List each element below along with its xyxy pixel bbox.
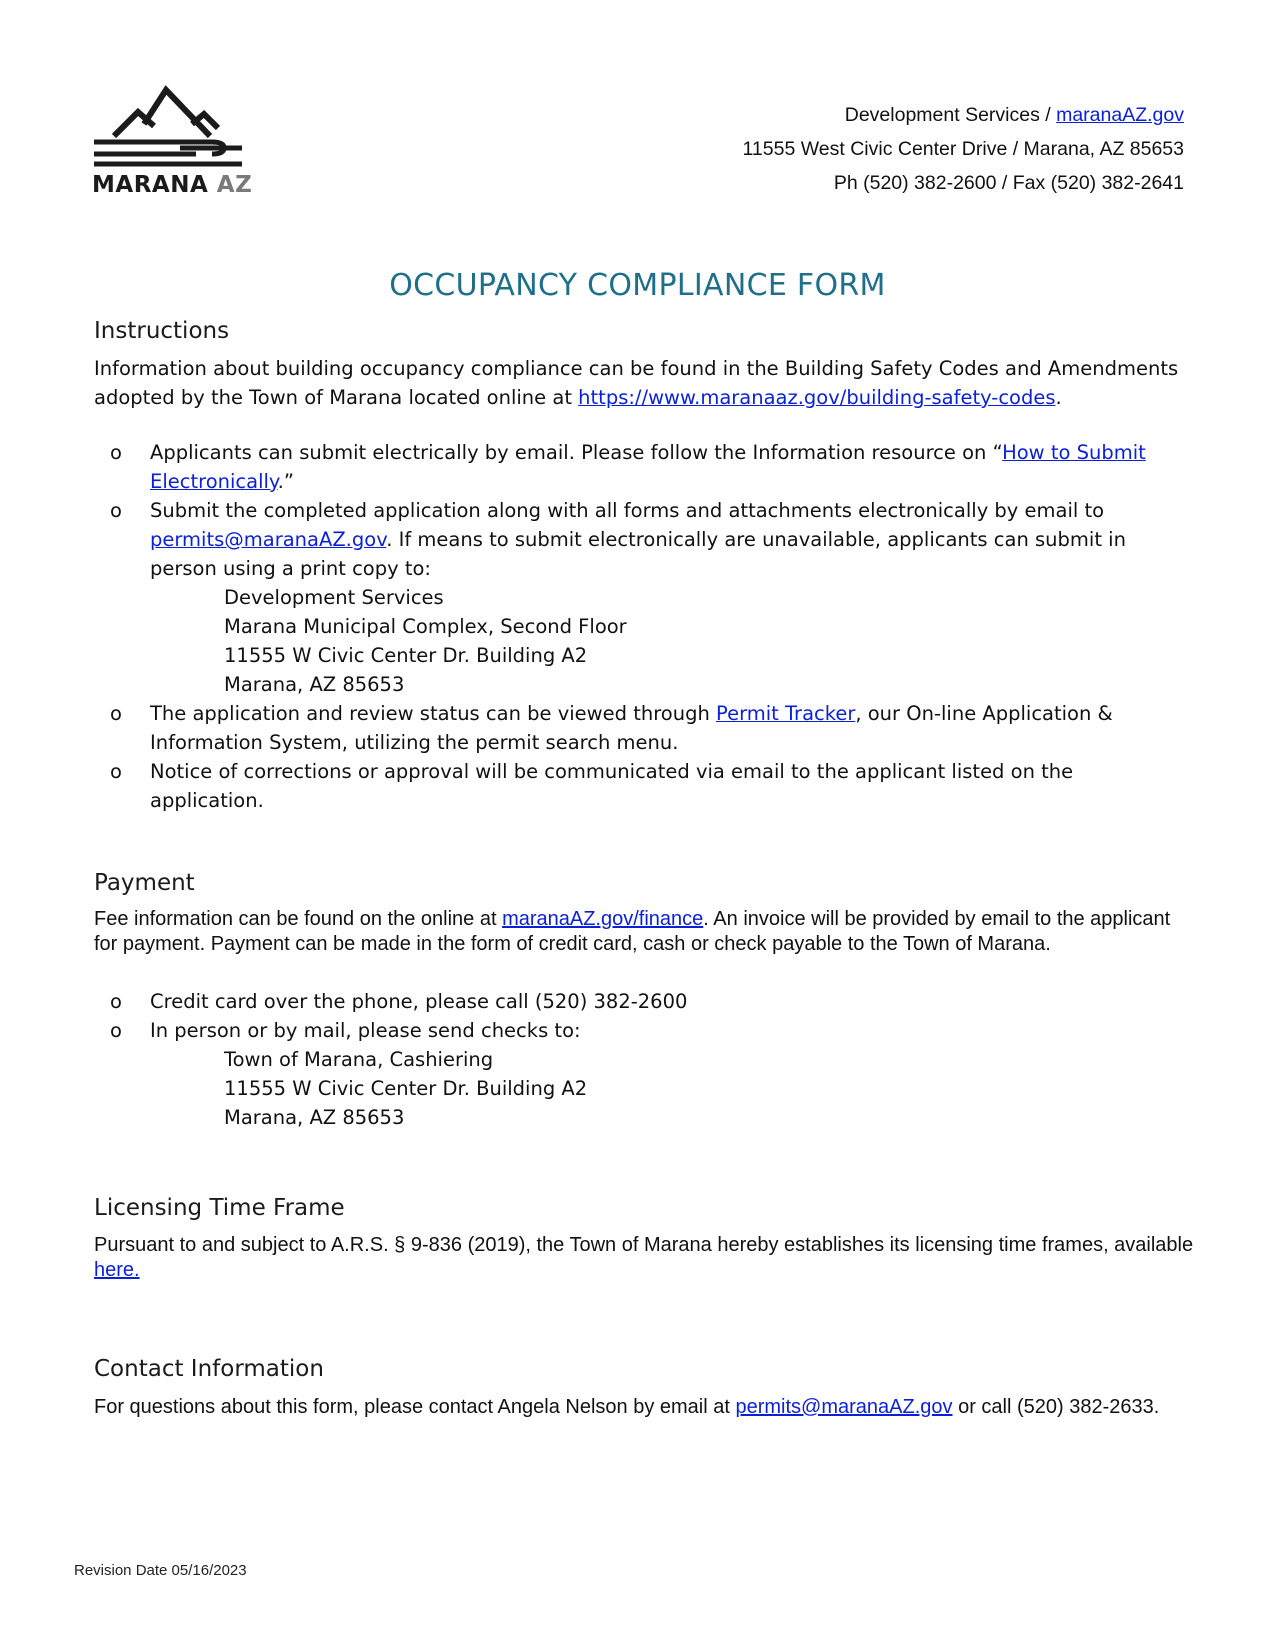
revision-date: Revision Date 05/16/2023 [74,1562,247,1579]
permit-tracker-link[interactable]: Permit Tracker [716,702,856,725]
licensing-text-start: Pursuant to and subject to A.R.S. § 9-836 (2019), the Town of Marana hereby establishes its licensing time frames, available [94,1234,1194,1256]
contact-text-start: For questions about this form, please contact Angela Nelson by email at [94,1396,736,1418]
licensing-heading: Licensing Time Frame [94,1195,345,1221]
logo-wordmark [92,172,252,198]
payment-b1: Credit card over the phone, please call (520) 382-2600 [150,990,688,1013]
logo-name: MARANA [92,172,209,198]
bullet-marker: o [110,760,122,783]
b3-end: , our On-line Application & Information System, utilizing the permit search menu. [150,702,1113,754]
bullet-marker: o [110,499,122,522]
building-safety-codes-link[interactable]: https://www.maranaaz.gov/building-safety-codes [578,386,1056,409]
address-line: Marana, AZ 85653 [224,1106,405,1129]
bullet-marker: o [110,441,122,464]
header-line-3: Ph (520) 382-2600 / Fax (520) 382-2641 [833,172,1184,194]
header-contact [743,98,1184,200]
instructions-list [110,438,1190,815]
contact-text [94,1395,1194,1420]
payment-list [110,987,1190,1132]
list-item [110,987,1190,1016]
payment-text-start: Fee information can be found on the online at [94,908,503,930]
address-line: Marana, AZ 85653 [224,673,405,696]
payment-heading: Payment [94,870,195,896]
address-line: Marana Municipal Complex, Second Floor [224,615,627,638]
b4-text: Notice of corrections or approval will be communicated via email to the applicant listed on the application. [150,760,1074,812]
payment-b2: In person or by mail, please send checks to: [150,1019,581,1042]
bullet-marker: o [110,702,122,725]
b3-text: The application and review status can be viewed through [150,702,717,725]
b2-end: . If means to submit electronically are unavailable, applicants can submit in person using a print copy to: [150,528,1126,580]
list-item [110,757,1190,815]
list-item [110,438,1190,496]
contact-text-end: or call (520) 382-2633. [952,1396,1160,1418]
payment-text-end: . An invoice will be provided by email to the applicant for payment. Payment can be made in the form of credit card, cash or check payable to the Town of Marana. [94,908,1171,955]
address-line: Town of Marana, Cashiering [224,1048,494,1071]
list-item [110,496,1190,699]
permits-email-link[interactable]: permits@maranaAZ.gov [150,528,387,551]
b1-end: .” [277,470,294,493]
list-item [110,1016,1190,1132]
bullet-marker: o [110,990,122,1013]
licensing-here-link[interactable]: here. [94,1259,140,1281]
address-line: 11555 W Civic Center Dr. Building A2 [224,644,588,667]
licensing-text [94,1233,1194,1283]
instructions-heading: Instructions [94,318,230,344]
contact-email-link[interactable]: permits@maranaAZ.gov [735,1396,953,1418]
finance-link[interactable]: maranaAZ.gov/finance [502,908,704,930]
intro-end: . [1055,386,1062,409]
instructions-intro [94,354,1184,412]
contact-heading: Contact Information [94,1356,324,1382]
b2-text: Submit the completed application along with all forms and attachments electronically by email to [150,499,1105,522]
logo-suffix: AZ [216,172,253,198]
how-to-submit-link[interactable]: How to Submit Electronically [150,441,1146,493]
header-website-link[interactable]: maranaAZ.gov [1056,104,1184,126]
address-line: Development Services [224,586,444,609]
b1-text: Applicants can submit electrically by email. Please follow the Information resource on “ [150,441,1003,464]
list-item [110,699,1190,757]
header-line-1 [743,98,1184,132]
header-dept: Development Services / [844,104,1057,126]
bullet-marker: o [110,1019,122,1042]
address-line: 11555 W Civic Center Dr. Building A2 [224,1077,588,1100]
payment-text [94,907,1194,957]
header-line-2: 11555 West Civic Center Drive / Marana, AZ 85653 [742,138,1184,160]
intro-text: Information about building occupancy compliance can be found in the Building Safety Codes and Amendments adopted by the Town of Marana located online at [94,357,1179,409]
payment-address [150,1045,1190,1132]
page-title: OCCUPANCY COMPLIANCE FORM [389,268,886,303]
submission-address [150,583,1190,699]
